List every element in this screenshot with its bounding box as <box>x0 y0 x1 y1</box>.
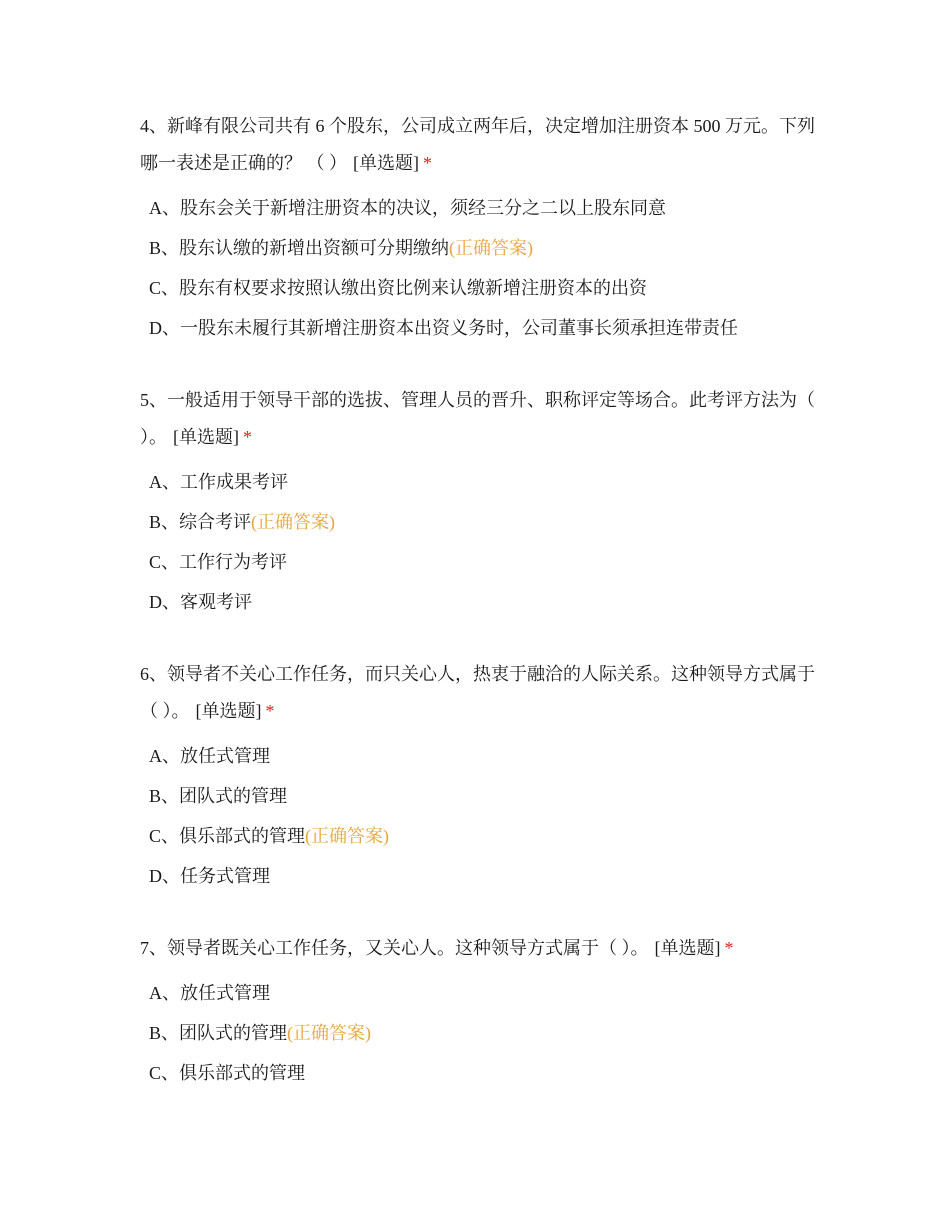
question-text <box>140 382 820 456</box>
option-d <box>140 856 820 896</box>
quiz-page <box>140 108 820 1127</box>
option-text: A、工作成果考评 <box>149 472 288 492</box>
question-type-label: [单选题] <box>195 701 262 721</box>
option-text: A、股东会关于新增注册资本的决议，须经三分之二以上股东同意 <box>149 198 666 218</box>
option-text: D、任务式管理 <box>149 866 270 886</box>
option-text: C、俱乐部式的管理 <box>149 1063 306 1083</box>
required-marker: * <box>724 938 734 958</box>
option-d <box>140 308 820 348</box>
question-text <box>140 930 820 967</box>
option-a <box>140 462 820 502</box>
correct-answer-tag: (正确答案) <box>287 1023 372 1043</box>
option-text: C、股东有权要求按照认缴出资比例来认缴新增注册资本的出资 <box>149 278 648 298</box>
question-stem: 4、新峰有限公司共有 6 个股东，公司成立两年后，决定增加注册资本 500 万元。下列哪一表述是正确的？ （ ） <box>140 116 815 173</box>
option-c <box>140 816 820 856</box>
option-text: B、股东认缴的新增出资额可分期缴纳 <box>149 238 450 258</box>
correct-answer-tag: (正确答案) <box>305 826 390 846</box>
option-b <box>140 776 820 816</box>
question-stem: 7、领导者既关心工作任务，又关心人。这种领导方式属于（ ）。 <box>140 938 649 958</box>
option-b <box>140 1013 820 1053</box>
option-text: C、工作行为考评 <box>149 552 288 572</box>
option-d <box>140 582 820 622</box>
question-stem: 6、领导者不关心工作任务，而只关心人，热衷于融洽的人际关系。这种领导方式属于（ ）。 <box>140 664 815 721</box>
question-type-label: [单选题] <box>173 427 239 447</box>
question-text <box>140 108 820 182</box>
question-6 <box>140 656 820 896</box>
option-text: A、放任式管理 <box>149 983 270 1003</box>
correct-answer-tag: (正确答案) <box>251 512 336 532</box>
option-text: D、一股东未履行其新增注册资本出资义务时，公司董事长须承担连带责任 <box>149 318 738 338</box>
correct-answer-tag: (正确答案) <box>449 238 534 258</box>
option-c <box>140 1053 820 1093</box>
option-text: C、俱乐部式的管理 <box>149 826 306 846</box>
question-4 <box>140 108 820 348</box>
question-type-label: [单选题] <box>654 938 721 958</box>
option-c <box>140 542 820 582</box>
option-a <box>140 736 820 776</box>
option-text: B、团队式的管理 <box>149 786 288 806</box>
question-5 <box>140 382 820 622</box>
option-b <box>140 228 820 268</box>
required-marker: * <box>265 701 275 721</box>
option-a <box>140 188 820 228</box>
option-text: B、综合考评 <box>149 512 252 532</box>
option-c <box>140 268 820 308</box>
required-marker: * <box>423 153 432 173</box>
option-a <box>140 973 820 1013</box>
question-type-label: [单选题] <box>353 153 419 173</box>
question-stem: 5、一般适用于领导干部的选拔、管理人员的晋升、职称评定等场合。此考评方法为（ ）。 <box>140 390 815 447</box>
option-text: A、放任式管理 <box>149 746 270 766</box>
required-marker: * <box>243 427 252 447</box>
option-text: B、团队式的管理 <box>149 1023 288 1043</box>
question-text <box>140 656 820 730</box>
option-text: D、客观考评 <box>149 592 252 612</box>
question-7 <box>140 930 820 1093</box>
option-b <box>140 502 820 542</box>
